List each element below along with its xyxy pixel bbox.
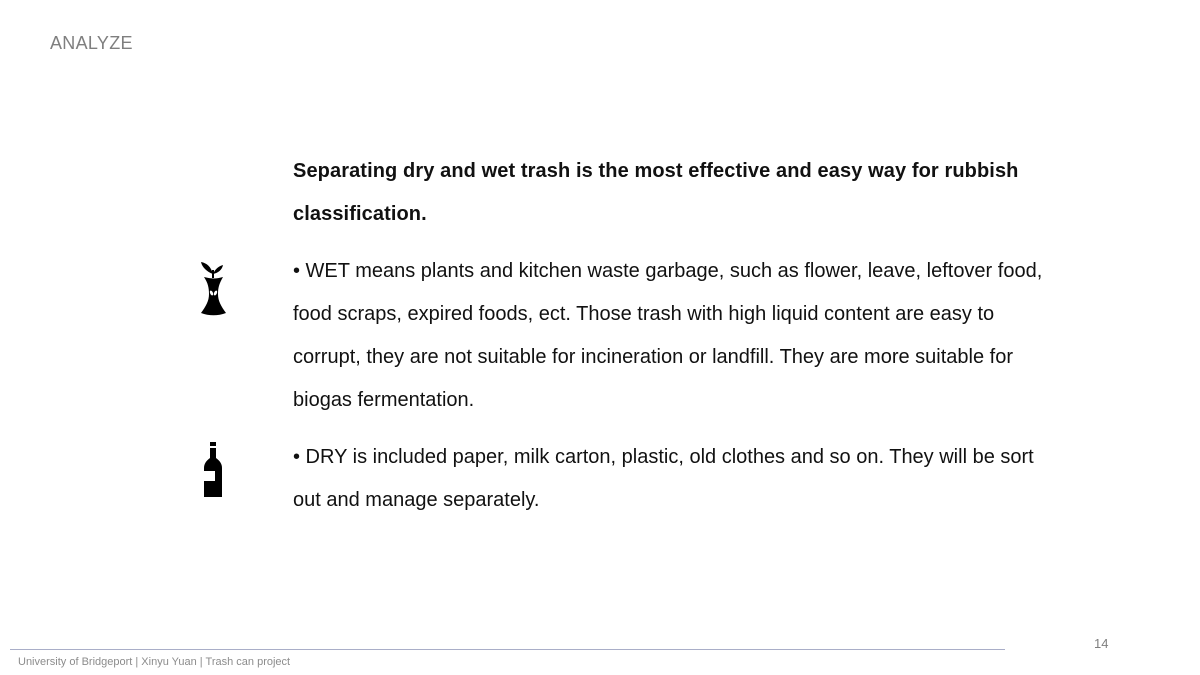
slide-body <box>293 150 1053 522</box>
wet-trash-bullet: • WET means plants and kitchen waste garbage, such as flower, leave, leftover food, food scraps, expired foods, ect. Those trash with high liquid content are easy to corrupt, they are not suitable for incineration or landfill. They are more suitable for biogas fermentation. <box>293 260 1043 411</box>
page-number: 14 <box>1094 636 1109 651</box>
footer-divider <box>10 649 1005 650</box>
dry-trash-bullet: • DRY is included paper, milk carton, plastic, old clothes and so on. They will be sort out and manage separately. <box>293 446 1034 511</box>
apple-core-icon <box>198 260 228 316</box>
footer-credits: University of Bridgeport | Xinyu Yuan | Trash can project <box>18 656 291 668</box>
bottle-icon <box>202 442 224 498</box>
intro-statement: Separating dry and wet trash is the most effective and easy way for rubbish classification. <box>293 160 1019 225</box>
slide-title: ANALYZE <box>50 33 133 53</box>
